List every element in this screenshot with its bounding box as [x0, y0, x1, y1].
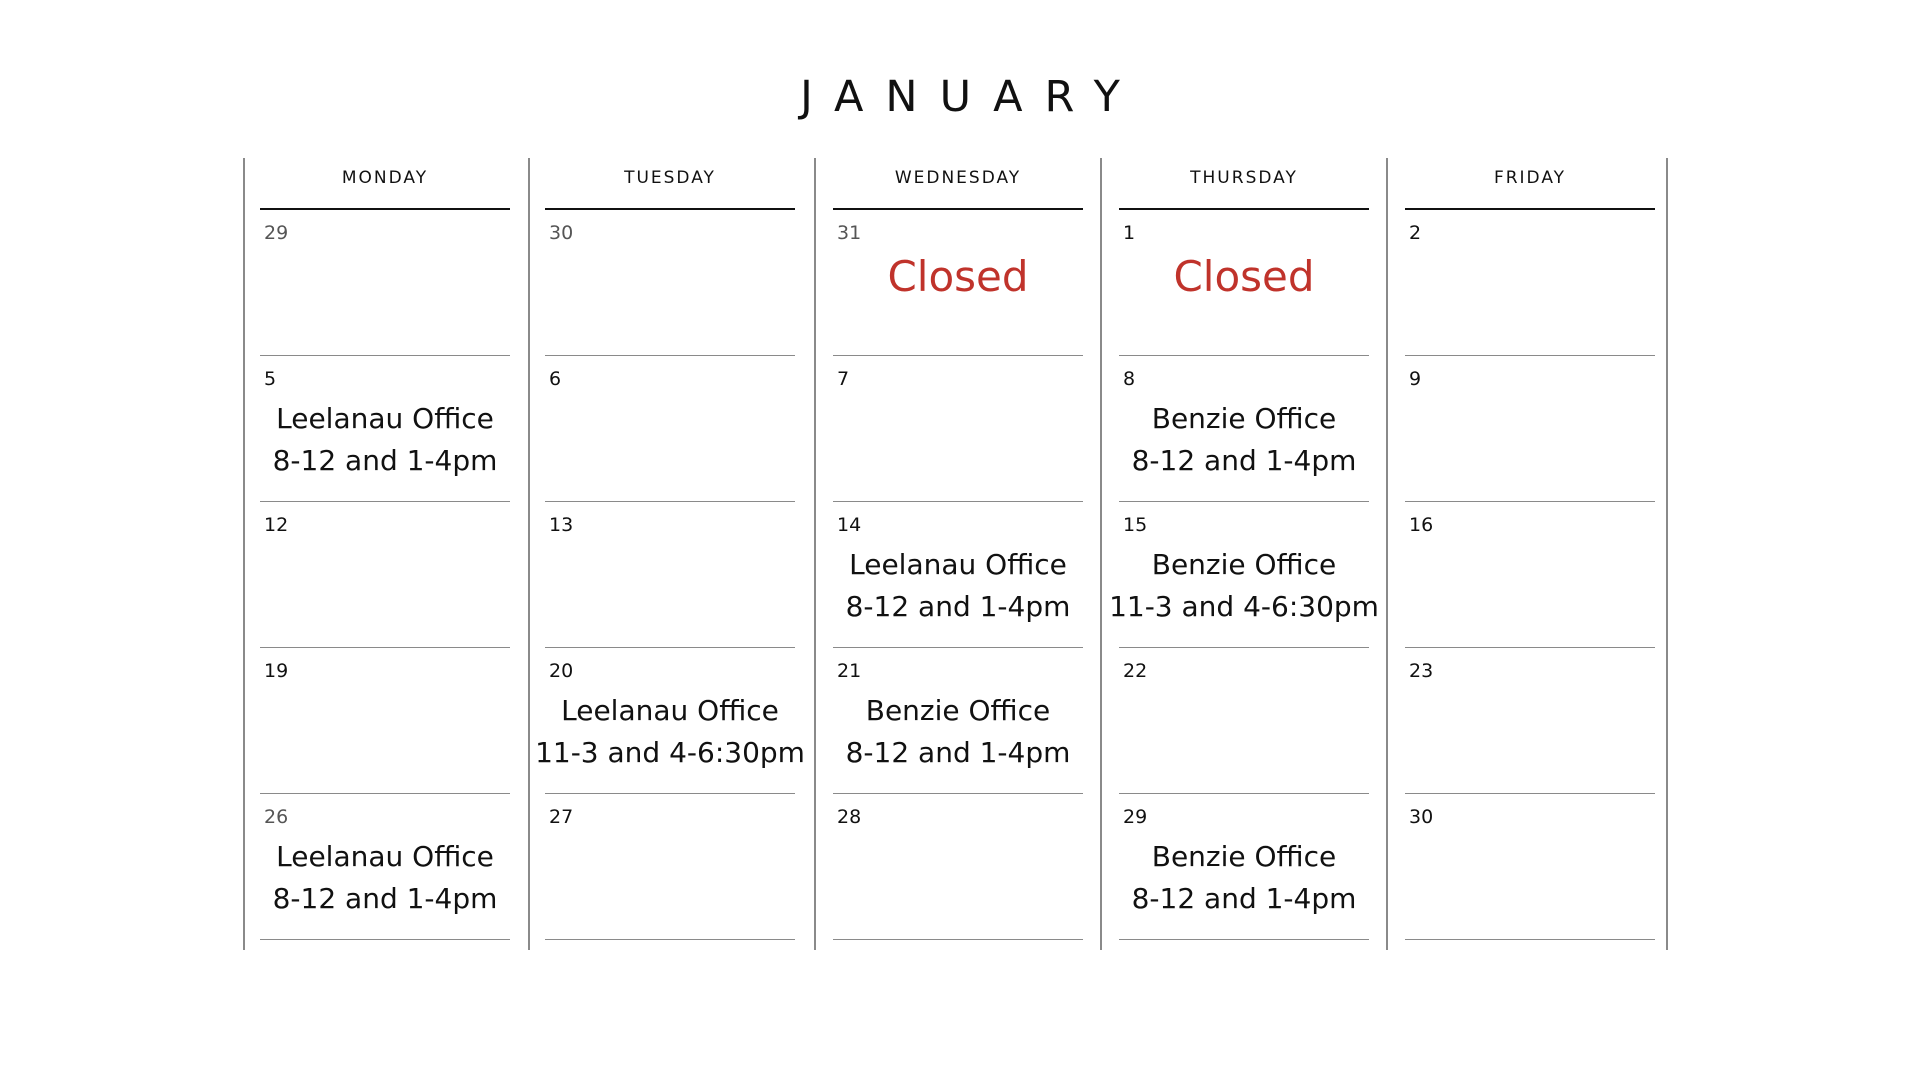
event-hours: 8-12 and 1-4pm	[845, 736, 1071, 769]
event-hours: 8-12 and 1-4pm	[845, 590, 1071, 623]
date-number: 20	[549, 660, 574, 682]
event-location: Benzie Office	[1151, 548, 1337, 581]
calendar-cell	[833, 502, 1083, 648]
calendar-cell	[1405, 210, 1655, 356]
date-number: 19	[264, 660, 289, 682]
date-number: 15	[1123, 514, 1148, 536]
calendar-cell	[545, 502, 795, 648]
date-number: 7	[837, 368, 850, 390]
calendar-cell	[260, 794, 510, 940]
event-hours: 11-3 and 4-6:30pm	[1109, 590, 1379, 623]
day-column-tuesday	[535, 158, 805, 950]
date-number: 21	[837, 660, 862, 682]
calendar-cell	[1405, 794, 1655, 940]
closed-label: Closed	[1173, 252, 1315, 301]
date-number: 8	[1123, 368, 1136, 390]
date-number: 31	[837, 222, 862, 244]
column-divider	[814, 158, 816, 950]
calendar-cell	[833, 210, 1083, 356]
column-divider	[1100, 158, 1102, 950]
date-number: 29	[1123, 806, 1148, 828]
date-number: 5	[264, 368, 277, 390]
event-location: Benzie Office	[865, 694, 1051, 727]
date-number: 29	[264, 222, 289, 244]
day-column-thursday	[1109, 158, 1379, 950]
event-hours: 8-12 and 1-4pm	[272, 444, 498, 477]
office-hours-event	[246, 836, 524, 920]
date-number: 23	[1409, 660, 1434, 682]
office-hours-event	[1105, 544, 1383, 628]
calendar-cell	[260, 210, 510, 356]
date-number: 30	[549, 222, 574, 244]
column-divider	[1386, 158, 1388, 950]
column-divider	[1666, 158, 1668, 950]
month-title: JANUARY	[800, 72, 1142, 122]
date-number: 6	[549, 368, 562, 390]
day-header-wednesday: WEDNESDAY	[833, 158, 1083, 210]
event-location: Leelanau Office	[276, 840, 494, 873]
day-column-wednesday	[833, 158, 1083, 950]
column-divider	[243, 158, 245, 950]
calendar-cell	[1119, 648, 1369, 794]
event-location: Leelanau Office	[276, 402, 494, 435]
date-number: 14	[837, 514, 862, 536]
office-hours-event	[819, 544, 1097, 628]
calendar-cell	[833, 356, 1083, 502]
event-location: Benzie Office	[1151, 840, 1337, 873]
event-hours: 8-12 and 1-4pm	[1131, 882, 1357, 915]
calendar-cell	[535, 648, 805, 794]
date-number: 27	[549, 806, 574, 828]
date-number: 26	[264, 806, 289, 828]
date-number: 12	[264, 514, 289, 536]
date-number: 13	[549, 514, 574, 536]
event-location: Leelanau Office	[561, 694, 779, 727]
event-location: Benzie Office	[1151, 402, 1337, 435]
event-hours: 11-3 and 4-6:30pm	[535, 736, 805, 769]
day-column-monday	[260, 158, 510, 950]
event-location: Leelanau Office	[849, 548, 1067, 581]
calendar-cell	[545, 356, 795, 502]
calendar-cell	[1119, 356, 1369, 502]
calendar-grid	[243, 158, 1668, 950]
office-hours-event	[1105, 836, 1383, 920]
calendar-cell	[1119, 794, 1369, 940]
calendar-cell	[1109, 502, 1379, 648]
day-header-friday: FRIDAY	[1405, 158, 1655, 210]
date-number: 28	[837, 806, 862, 828]
day-header-thursday: THURSDAY	[1119, 158, 1369, 210]
calendar-cell	[545, 210, 795, 356]
event-hours: 8-12 and 1-4pm	[272, 882, 498, 915]
office-hours-event	[819, 690, 1097, 774]
calendar-cell	[260, 356, 510, 502]
date-number: 2	[1409, 222, 1422, 244]
event-hours: 8-12 and 1-4pm	[1131, 444, 1357, 477]
closed-label: Closed	[887, 252, 1029, 301]
office-hours-event	[1105, 398, 1383, 482]
day-column-friday	[1405, 158, 1655, 950]
date-number: 30	[1409, 806, 1434, 828]
calendar-cell	[260, 648, 510, 794]
date-number: 22	[1123, 660, 1148, 682]
calendar-cell	[833, 794, 1083, 940]
office-hours-event	[246, 398, 524, 482]
date-number: 16	[1409, 514, 1434, 536]
day-header-monday: MONDAY	[260, 158, 510, 210]
calendar-cell	[1405, 502, 1655, 648]
day-header-tuesday: TUESDAY	[545, 158, 795, 210]
date-number: 9	[1409, 368, 1422, 390]
calendar-cell	[1119, 210, 1369, 356]
column-divider	[528, 158, 530, 950]
calendar-cell	[260, 502, 510, 648]
calendar-cell	[545, 794, 795, 940]
calendar-cell	[1405, 648, 1655, 794]
office-hours-event	[531, 690, 809, 774]
calendar-cell	[833, 648, 1083, 794]
calendar-cell	[1405, 356, 1655, 502]
date-number: 1	[1123, 222, 1136, 244]
